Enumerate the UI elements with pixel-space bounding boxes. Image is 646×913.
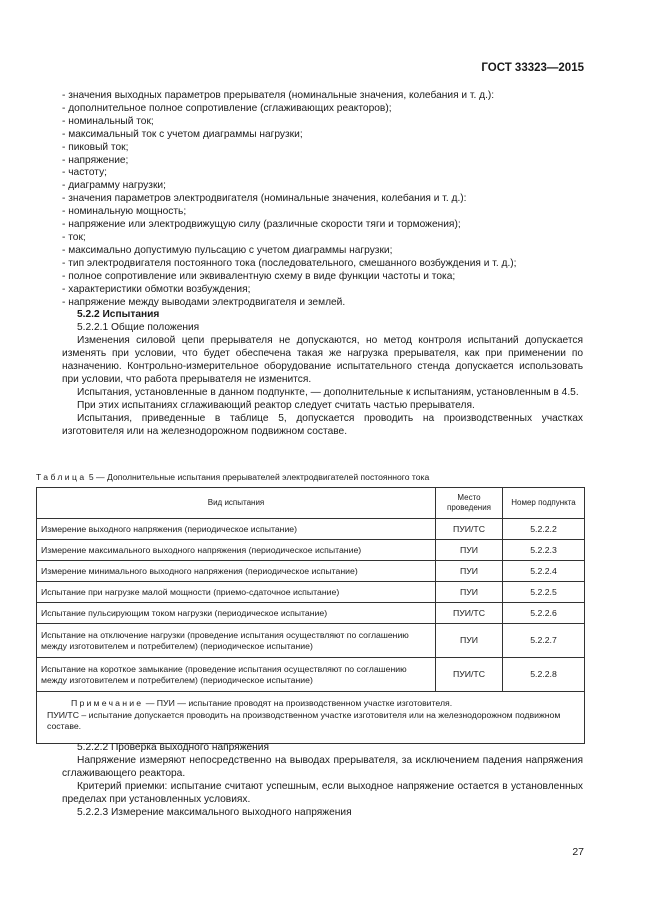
note-label: Примечание	[71, 698, 144, 708]
cell-clause: 5.2.2.5	[503, 582, 585, 603]
table-row	[37, 658, 585, 692]
subsection-heading: 5.2.2.3 Измерение максимального выходного напряжения	[77, 806, 352, 818]
note-text-2: ПУИ/ТС – испытание допускается проводить на производственном участке изготовителя или на железнодорожном подвижном составе.	[47, 709, 561, 731]
list-item: - значения выходных параметров прерывателя (номинальные значения, колебания и т. д.):	[62, 90, 495, 101]
cell-clause: 5.2.2.2	[503, 519, 585, 540]
list-item: - диаграмму нагрузки;	[62, 180, 166, 192]
list-item: - максимально допустимую пульсацию с учетом диаграммы нагрузки;	[62, 244, 393, 256]
list-item: - значения параметров электродвигателя (номинальные значения, колебания и т. д.):	[62, 193, 467, 205]
cell-place: ПУИ/ТС	[436, 658, 503, 692]
list-item: - дополнительное полное сопротивление (сглаживающих реакторов);	[62, 102, 392, 114]
table-note-row	[37, 692, 585, 744]
table-row	[37, 561, 585, 582]
list-item: - характеристики обмотки возбуждения;	[62, 283, 251, 295]
header-clause: Номер подпункта	[503, 488, 585, 519]
table-row	[37, 540, 585, 561]
list-item: - частоту;	[62, 167, 107, 179]
list-item: - полное сопротивление или эквивалентную схему в виде функции частоты и тока;	[62, 270, 456, 282]
paragraph: Напряжение измеряют непосредственно на выводах прерывателя, за исключением падения напряжения сглаживающего реактора.	[62, 754, 583, 779]
list-item: - номинальную мощность;	[62, 206, 187, 218]
list-item: - ток;	[62, 231, 86, 243]
cell-test: Испытание на отключение нагрузки (проведение испытания осуществляют по соглашению между изготовителем и потребителем) (периодическое испытание)	[37, 624, 436, 658]
cell-test: Измерение выходного напряжения (периодическое испытание)	[37, 519, 436, 540]
paragraph: Изменения силовой цепи прерывателя не допускаются, но метод контроля испытаний допускается изменять при условии, что будет обеспечена такая же нагрузка прерывателя, как при применении по назначению. Контрольно-измерительное оборудование испытательного стенда допускается использовать при условии, что работа прерывателя не изменится.	[62, 335, 583, 385]
cell-clause: 5.2.2.3	[503, 540, 585, 561]
list-item: - пиковый ток;	[62, 141, 129, 153]
cell-clause: 5.2.2.6	[503, 603, 585, 624]
cell-test: Измерение минимального выходного напряжения (периодическое испытание)	[37, 561, 436, 582]
cell-place: ПУИ/ТС	[436, 603, 503, 624]
cell-place: ПУИ	[436, 624, 503, 658]
cell-test: Испытание при нагрузке малой мощности (приемо-сдаточное испытание)	[37, 582, 436, 603]
cell-clause: 5.2.2.8	[503, 658, 585, 692]
table-header-row	[37, 488, 585, 519]
subsection-heading: 5.2.2.2 Проверка выходного напряжения	[77, 742, 270, 753]
list-item: - напряжение или электродвижущую силу (различные скорости тяги и торможения);	[62, 219, 461, 231]
cell-place: ПУИ	[436, 540, 503, 561]
cell-test: Измерение максимального выходного напряжения (периодическое испытание)	[37, 540, 436, 561]
page-number: 27	[572, 846, 584, 858]
list-item: - максимальный ток с учетом диаграммы нагрузки;	[62, 128, 303, 140]
body-text-bottom	[62, 742, 583, 819]
table-row	[37, 603, 585, 624]
cell-place: ПУИ	[436, 561, 503, 582]
list-item: - напряжение между выводами электродвигателя и землей.	[62, 296, 346, 308]
table-note	[37, 692, 585, 744]
body-text-top	[62, 90, 583, 438]
note-text-1: — ПУИ — испытание проводят на производственном участке изготовителя.	[143, 698, 453, 708]
list-item: - тип электродвигателя постоянного тока (последовательного, смешанного возбуждения и т. д.);	[62, 257, 517, 269]
table-caption-label: Таблица	[36, 472, 87, 482]
table-caption	[36, 472, 596, 482]
cell-clause: 5.2.2.4	[503, 561, 585, 582]
cell-clause: 5.2.2.7	[503, 624, 585, 658]
header-place: Место проведения	[436, 488, 503, 519]
cell-test: Испытание на короткое замыкание (проведение испытания осуществляют по соглашению между изготовителем и потребителем) (периодическое испытание)	[37, 658, 436, 692]
list-item: - номинальный ток;	[62, 115, 154, 127]
table-caption-text: 5 — Дополнительные испытания прерывателей электродвигателей постоянного тока	[88, 472, 430, 482]
cell-place: ПУИ/ТС	[436, 519, 503, 540]
subsection-heading: 5.2.2.1 Общие положения	[77, 322, 200, 334]
table-row	[37, 582, 585, 603]
paragraph: Испытания, приведенные в таблице 5, допускается проводить на производственных участках изготовителя или на железнодорожном подвижном составе.	[62, 412, 583, 437]
standard-number: ГОСТ 33323—2015	[481, 62, 584, 74]
cell-place: ПУИ	[436, 582, 503, 603]
paragraph: Критерий приемки: испытание считают успешным, если выходное напряжение остается в установленных пределах при установленных условиях.	[62, 780, 583, 805]
tests-table	[36, 487, 585, 744]
section-heading: 5.2.2 Испытания	[77, 309, 160, 321]
cell-test: Испытание пульсирующим током нагрузки (периодическое испытание)	[37, 603, 436, 624]
table-row	[37, 519, 585, 540]
header-test: Вид испытания	[37, 488, 436, 519]
table-row	[37, 624, 585, 658]
paragraph: При этих испытаниях сглаживающий реактор следует считать частью прерывателя.	[77, 399, 475, 411]
paragraph: Испытания, установленные в данном подпункте, — дополнительные к испытаниям, установленным в 4.5.	[77, 386, 579, 398]
list-item: - напряжение;	[62, 154, 129, 166]
